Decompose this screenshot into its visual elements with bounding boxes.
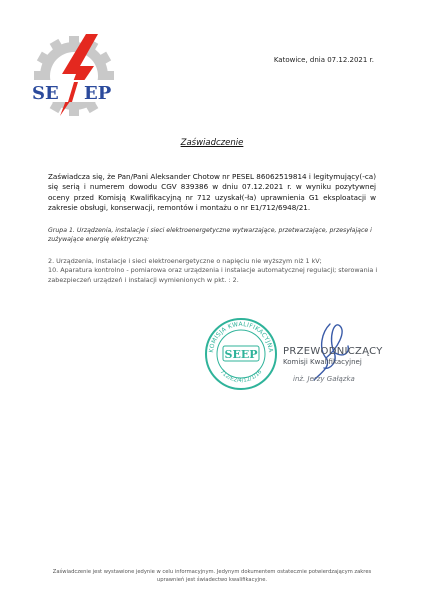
stamp-ring-top: KOMISJA KWALIFIKACYJNA: [207, 320, 275, 354]
logo-text-right: EP: [84, 83, 112, 104]
footer-line: Zaświadczenie jest wystawione jedynie w celu informacyjnym. Jedynym dokumentem ostatecznie potwierdzającym zakres: [52, 569, 372, 575]
signature-title: PRZEWODNICZĄCY: [283, 346, 383, 357]
seep-logo: [24, 30, 124, 126]
signature-name: inż. Jerzy Gałązka: [293, 375, 355, 383]
footer-line: uprawnień jest świadectwo kwalifikacyjne.: [156, 577, 268, 583]
place-date: Katowice, dnia 07.12.2021 r.: [273, 56, 374, 64]
qualification-group: Grupa 1. Urządzenia, instalacje i sieci elektroenergetyczne wytwarzające, przetwarzające, przesyłające i zużywające energię elektryczną:: [48, 227, 372, 243]
certificate-body: Zaświadcza się, że Pan/Pani Aleksander Chotow nr PESEL 86062519814 i legitymujący(-ca) się serią i numerem dowodu CGV 839386 w dniu 07.12.2021 r. w wyniku pozytywnej oceny przed Komisją Kwalifikacyjną nr 712 uzyskał(-ła) uprawnienia G1 eksploatacji w zakresie obsługi, konserwacji, remontów i montażu o nr E1/712/6948/21.: [48, 172, 376, 213]
svg-text:712/E2/4/12/1/16: [219, 369, 264, 384]
stamp-ring-bottom: 712/E2/4/12/1/16: [218, 369, 264, 385]
qualification-item: 2. Urządzenia, instalacje i sieci elektroenergetyczne o napięciu nie wyższym niż 1 kV;: [48, 257, 322, 265]
qualification-item: 10. Aparatura kontrolno - pomiarowa oraz urządzenia i instalacje automatycznej regulacji; sterowania i zabezpieczeń urządzeń i instalacji wymienionych w pkt. : 2.: [48, 266, 378, 284]
stamp-center: SEEP: [224, 348, 258, 361]
qualification-items: [48, 257, 378, 285]
document-title: Zaświadczenie: [180, 138, 244, 148]
signature-subtitle: Komisji Kwalifikacyjnej: [283, 358, 362, 366]
logo-text-left: SE: [32, 83, 59, 104]
commission-stamp: [203, 316, 279, 392]
footer-note: [40, 568, 384, 584]
